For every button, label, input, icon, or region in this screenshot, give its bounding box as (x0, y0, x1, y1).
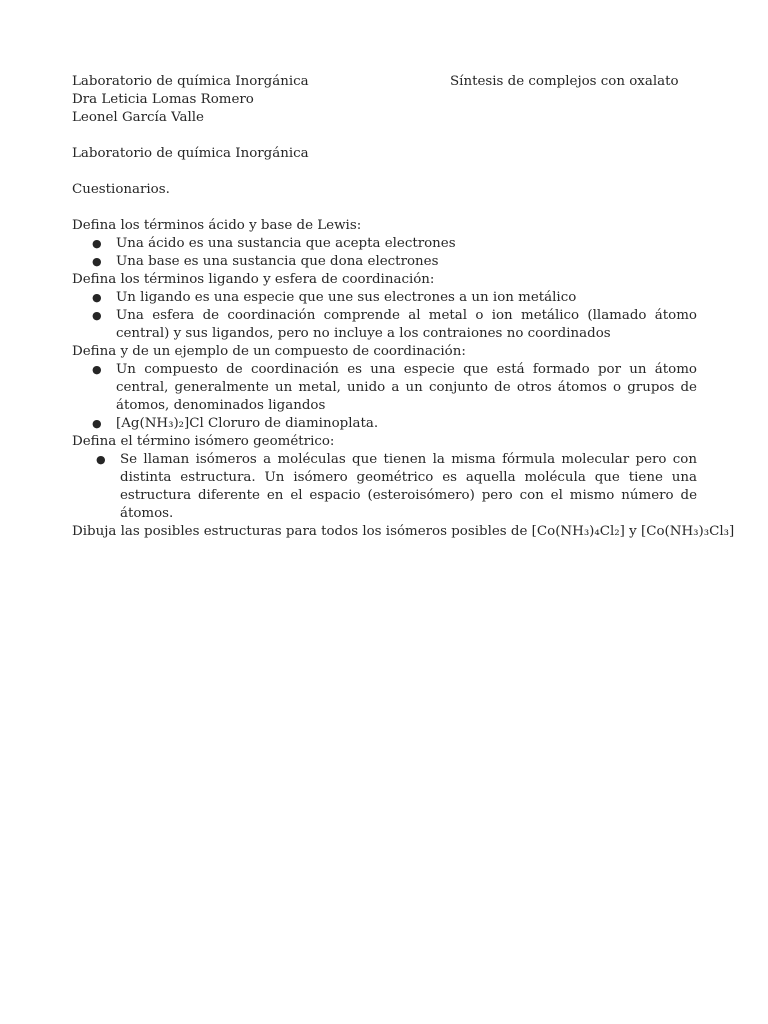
answer-text: Una base es una sustancia que dona electrones (116, 254, 439, 269)
lab-name-header: Laboratorio de química Inorgánica (72, 74, 309, 89)
question-4: Defina el término isómero geométrico: (72, 434, 335, 449)
list-item (72, 253, 697, 271)
spacer (72, 163, 697, 181)
bullet-icon: ● (92, 363, 102, 376)
header-row (72, 73, 697, 91)
answer-text: [Ag(NH₃)₂]Cl Cloruro de diaminoplata. (116, 416, 379, 431)
professor-name: Dra Leticia Lomas Romero (72, 92, 254, 107)
answer-text: Una ácido es una sustancia que acepta electrones (116, 236, 456, 251)
question-1: Defina los términos ácido y base de Lewis: (72, 218, 362, 233)
student-name: Leonel García Valle (72, 110, 204, 125)
answer-text: Un compuesto de coordinación es una especie que está formado por un átomo central, generalmente un metal, unido a un conjunto de otros átomos o grupos de átomos, denominados ligandos (116, 362, 697, 413)
spacer (72, 127, 697, 145)
list-item (72, 451, 697, 523)
list-item (72, 235, 697, 253)
practice-title: Síntesis de complejos con oxalato (450, 74, 679, 89)
answer-list-4 (72, 451, 697, 523)
list-item (72, 415, 697, 433)
list-item (72, 361, 697, 415)
answer-list-1 (72, 235, 697, 271)
bullet-icon: ● (92, 255, 102, 268)
answer-list-3 (72, 361, 697, 433)
answer-text: Un ligando es una especie que une sus electrones a un ion metálico (116, 290, 577, 305)
question-2: Defina los términos ligando y esfera de coordinación: (72, 272, 435, 287)
spacer (72, 199, 697, 217)
answer-text: Se llaman isómeros a moléculas que tienen la misma fórmula molecular pero con distinta estructura. Un isómero geométrico es aquella molécula que tiene una estructura diferente en el espacio (esteroisómero) pero con el mismo número de átomos. (120, 452, 697, 521)
list-item (72, 307, 697, 343)
bullet-icon: ● (92, 309, 102, 322)
answer-text: Una esfera de coordinación comprende al metal o ion metálico (llamado átomo central) y sus ligandos, pero no incluye a los contraiones no coordinados (116, 308, 697, 341)
bullet-icon: ● (92, 237, 102, 250)
section-title: Cuestionarios. (72, 182, 170, 197)
list-item (72, 289, 697, 307)
answer-list-2 (72, 289, 697, 343)
bullet-icon: ● (92, 417, 102, 430)
document-page (72, 73, 735, 541)
bullet-icon: ● (96, 453, 106, 466)
bullet-icon: ● (92, 291, 102, 304)
question-3: Defina y de un ejemplo de un compuesto de coordinación: (72, 344, 466, 359)
lab-title: Laboratorio de química Inorgánica (72, 146, 309, 161)
question-5: Dibuja las posibles estructuras para todos los isómeros posibles de [Co(NH₃)₄Cl₂] y [Co(NH₃)₃Cl₃] (72, 524, 735, 539)
